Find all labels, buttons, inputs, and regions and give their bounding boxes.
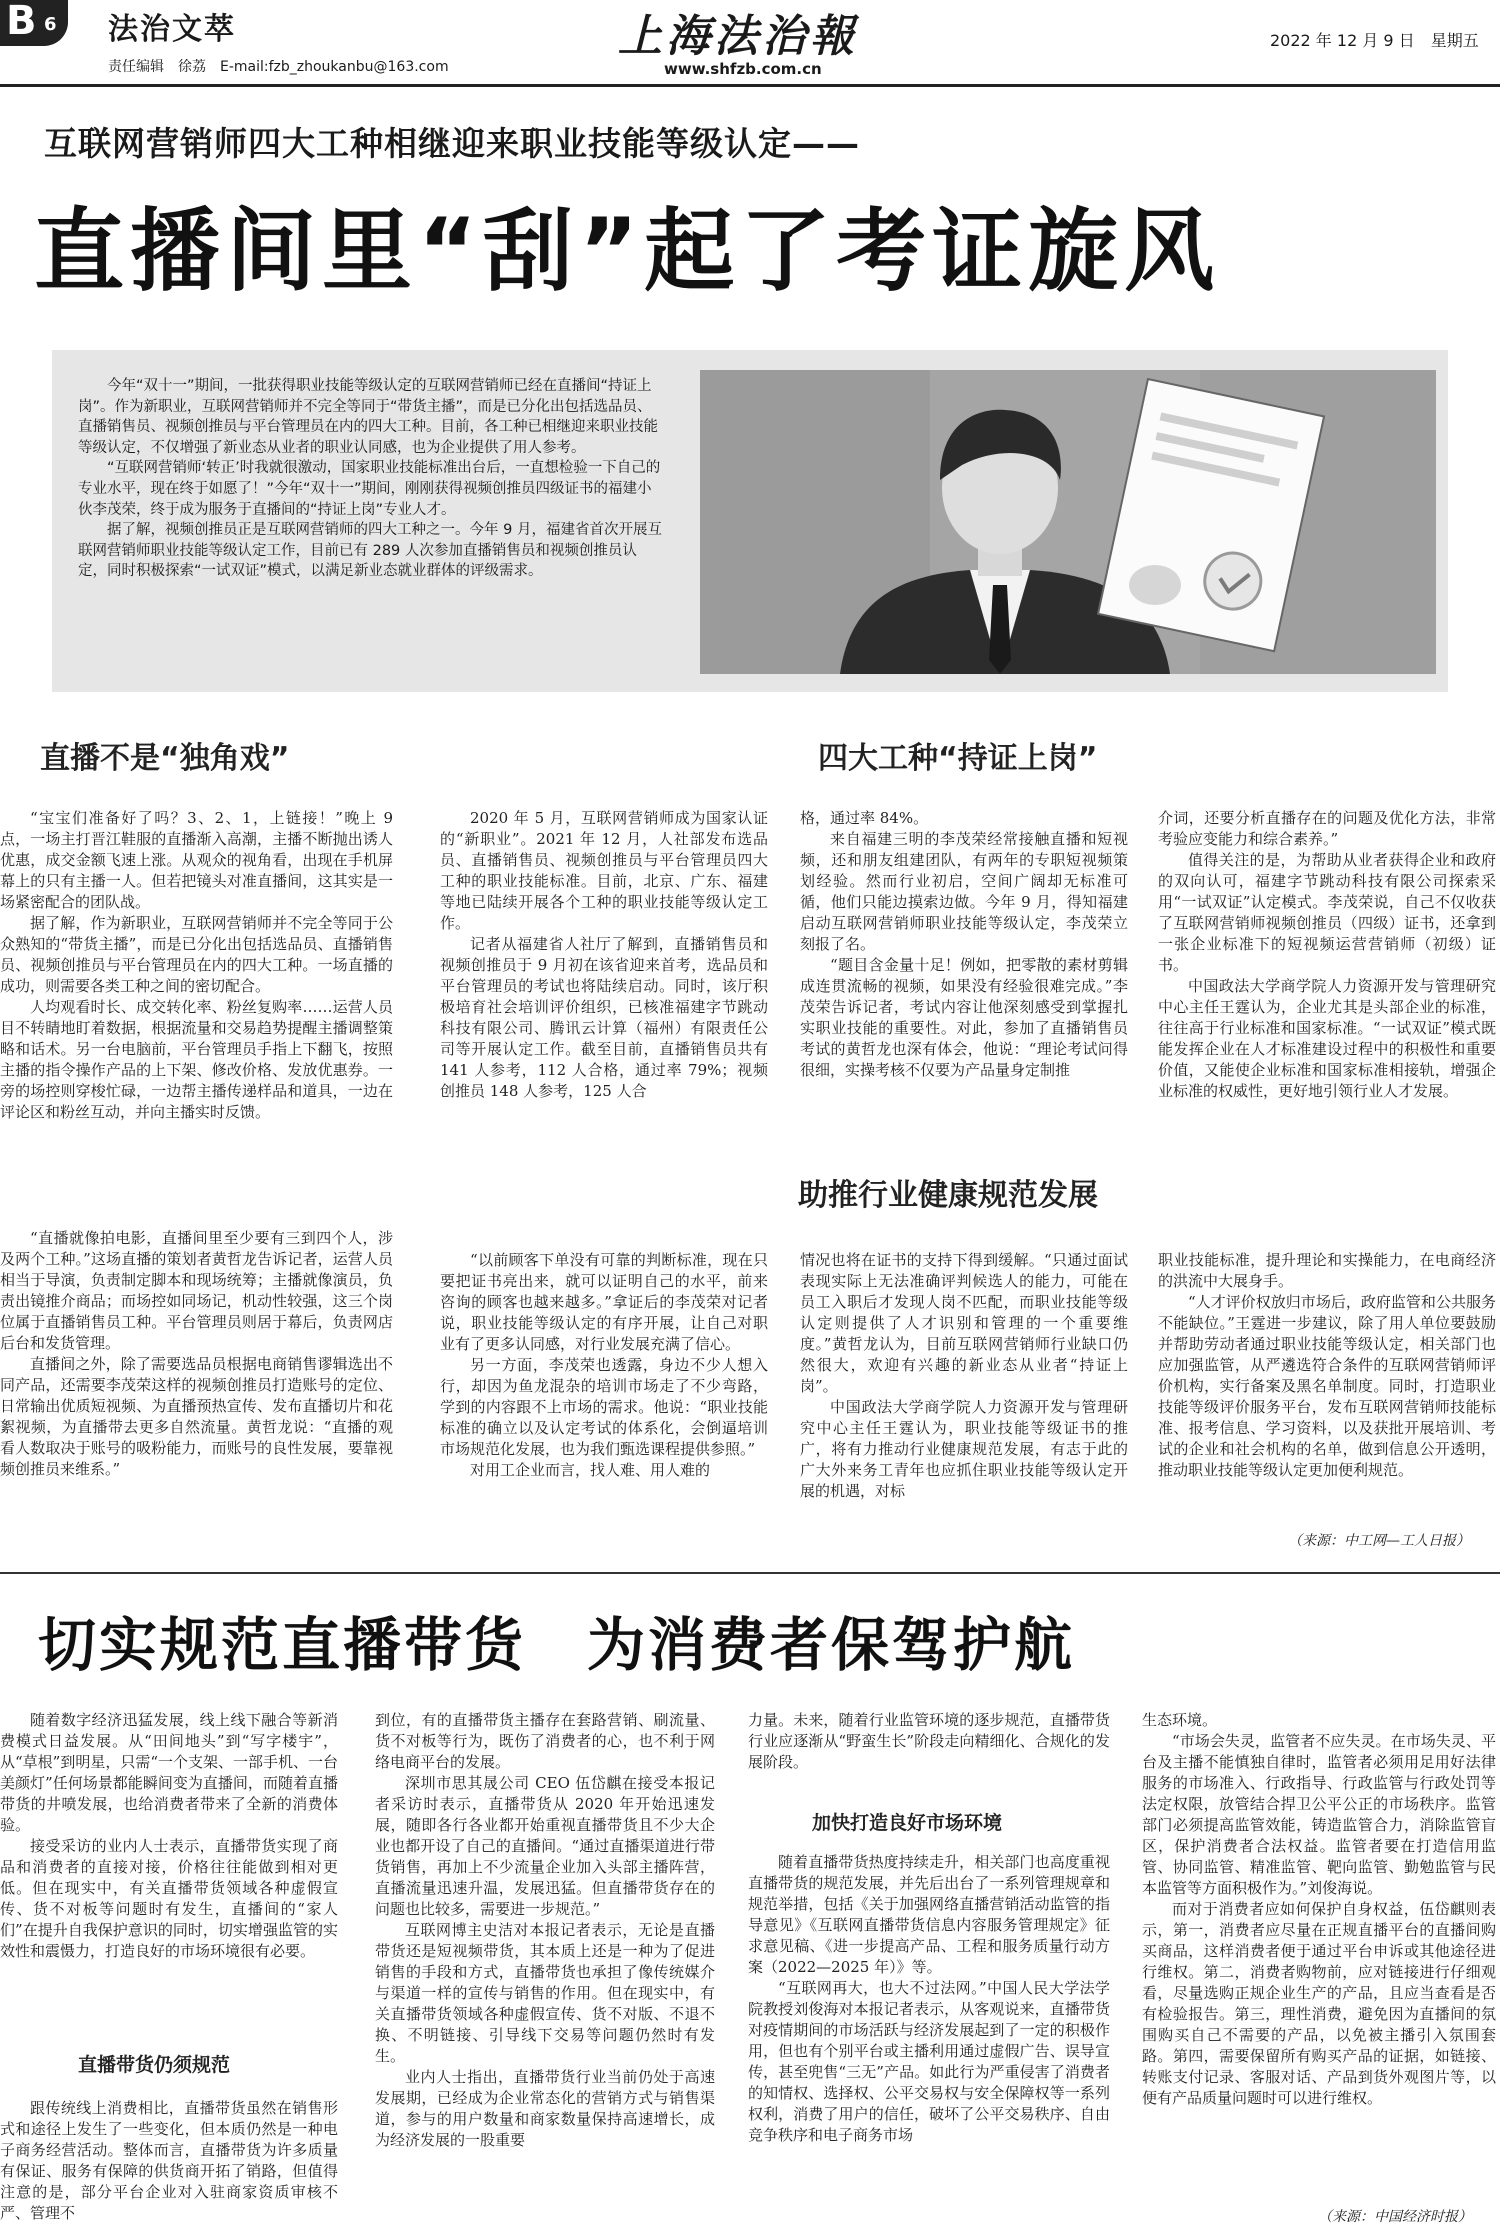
editor-line: 责任编辑 徐荔 E-mail:fzb_zhoukanbu@163.com <box>108 59 449 75</box>
paragraph: 生态环境。 <box>1142 1711 1218 1729</box>
page-letter: B <box>6 0 37 44</box>
article-divider <box>0 1572 1500 1574</box>
article1-subhead-2: 四大工种“持证上岗” <box>818 741 1098 776</box>
lead-paragraph: 今年“双十一”期间，一批获得职业技能等级认定的互联网营销师已经在直播间“持证上岗”。作为新职业，互联网营销师并不完全等同于“带货主播”，而是已分化出包括选品员、直播销售员、视频创推员与平台管理员在内的四大工种。目前，各工种已相继迎来职业技能等级认定，不仅增强了新业态从业者的职业认同感，也为企业提供了用人参考。 <box>78 378 658 456</box>
article2-subhead-1: 直播带货仍须规范 <box>78 2054 231 2076</box>
paragraph: “宝宝们准备好了吗？3、2、1，上链接！”晚上 9 点，一场主打晋江鞋服的直播渐入高潮，主播不断抛出诱人优惠，成交金额飞速上涨。从观众的视角看，出现在手机屏幕上的只有主播一人。但若把镜头对准直播间，这其实是一场紧密配合的团队战。 <box>0 809 393 911</box>
article2-column-3b <box>748 1852 1110 2146</box>
section-name: 法治文萃 <box>108 12 236 47</box>
paragraph: 力量。未来，随着行业监管环境的逐步规范，直播带货行业应逐渐从“野蛮生长”阶段走向精细化、合规化的发展阶段。 <box>748 1711 1110 1771</box>
article1-headline: 直播间里“刮”起了考证旋风 <box>34 199 1221 304</box>
article2-column-3a <box>748 1710 1110 1773</box>
article2-headline: 切实规范直播带货 为消费者保驾护航 <box>38 1611 1076 1679</box>
paragraph: 情况也将在证书的支持下得到缓解。“只通过面试表现实际上无法准确评判候选人的能力，可能在员工入职后才发现人岗不匹配，而职业技能等级认定则提供了人才识别和管理的一个重要维度。”黄哲龙认为，目前互联网营销师行业缺口仍然很大，欢迎有兴趣的新业态从业者“持证上岗”。 <box>800 1251 1128 1395</box>
paragraph: 直播间之外，除了需要选品员根据电商销售谬辑选出不同产品，还需要李茂荣这样的视频创推员打造账号的定位、日常输出优质短视频、为直播预热宣传、发布直播切片和花絮视频，为直播带去更多自然流量。黄哲龙说：“直播的观看人数取决于账号的吸粉能力，而账号的良性发展，要靠视频创推员来维系。” <box>0 1355 393 1478</box>
article1-kicker: 互联网营销师四大工种相继迎来职业技能等级认定—— <box>44 124 860 163</box>
article2-column-2 <box>375 1710 715 2151</box>
paragraph: 另一方面，李茂荣也透露，身边不少人想入行，却因为鱼龙混杂的培训市场走了不少弯路，学到的内容跟不上市场的需求。他说：“职业技能标准的确立以及认定考试的体系化，会倒逼培训市场规范化发展，也为我们甄选课程提供参照。” <box>440 1356 768 1458</box>
article1-column-1b <box>0 1228 393 1480</box>
paragraph: “互联网再大，也大不过法网。”中国人民大学法学院教授刘俊海对本报记者表示，从客观说来，直播带货对疫情期间的市场活跃与经济发展起到了一定的积极作用，但也有个别平台或主播利用通过虚假广告、误导宣传，甚至兜售“三无”产品。如此行为严重侵害了消费者的知情权、选择权、公平交易权与安全保障权等一系列权利，消费了用户的信任，破坏了公平交易秩序、自由竞争秩序和电子商务市场 <box>748 1979 1110 2144</box>
paragraph: 接受采访的业内人士表示，直播带货实现了商品和消费者的直接对接，价格往往能做到相对更低。但在现实中，有关直播带货领域各种虚假宣传、货不对板等问题时有发生，直播间的“家人们”在提升自我保护意识的同时，切实增强监管的实效性和震慑力，打造良好的市场环境很有必要。 <box>0 1837 338 1960</box>
article1-column-4a <box>1158 808 1496 1102</box>
page-number-badge <box>0 0 68 46</box>
lead-paragraph: 据了解，视频创推员正是互联网营销师的四大工种之一。今年 9 月，福建省首次开展互联网营销师职业技能等级认定工作，目前已有 289 人次参加直播销售员和视频创推员认定，同时积极探索“一试双证”模式，以满足新业态就业群体的评级需求。 <box>78 522 662 580</box>
lead-paragraph: “互联网营销师‘转正’时我就很激动，国家职业技能标准出台后，一直想检验一下自己的专业水平，现在终于如愿了！”今年“双十一”期间，刚刚获得视频创推员四级证书的福建小伙李茂荣，终于成为服务于直播间的“持证上岗”专业人才。 <box>78 460 661 518</box>
paragraph: 记者从福建省人社厅了解到，直播销售员和视频创推员于 9 月初在该省迎来首考，选品员和平台管理员的考试也将陆续启动。同时，该厅积极培育社会培训评价组织，已核准福建字节跳动科技有限公司、腾讯云计算（福州）有限责任公司等开展认定工作。截至目前，直播销售员共有 141 人参考，112 人合格，通过率 79%；视频创推员 148 人参考，125 人合 <box>440 935 768 1100</box>
paragraph: 介词，还要分析直播存在的问题及优化方法，非常考验应变能力和综合素养。” <box>1158 809 1496 848</box>
issue-date: 2022 年 12 月 9 日 星期五 <box>1270 31 1479 50</box>
paragraph: 互联网博主史洁对本报记者表示，无论是直播带货还是短视频带货，其本质上还是一种为了促进销售的手段和方式，直播带货也承担了像传统媒介与渠道一样的宣传与销售的作用。但在现实中，有关直播带货领域各种虚假宣传、货不对版、不退不换、不明链接、引导线下交易等问题仍然时有发生。 <box>375 1921 715 2065</box>
lead-text <box>78 376 663 582</box>
paragraph: 跟传统线上消费相比，直播带货虽然在销售形式和途径上发生了一些变化，但本质仍然是一种电子商务经营活动。整体而言，直播带货为许多质量有保证、服务有保障的供货商开拓了销路，但值得注意的是，部分平台企业对入驻商家资质审核不严、管理不 <box>0 2099 338 2222</box>
article2-column-4 <box>1142 1710 1496 2109</box>
paragraph: 随着直播带货热度持续走升，相关部门也高度重视直播带货的规范发展，并先后出台了一系列管理规章和规范举措，包括《关于加强网络直播营销活动监管的指导意见》《互联网直播带货信息内容服务管理规定》征求意见稿、《进一步提高产品、工程和服务质量行动方案（2022—2025 年）》等。 <box>748 1853 1110 1976</box>
paragraph: 值得关注的是，为帮助从业者获得企业和政府的双向认可，福建字节跳动科技有限公司探索采用“一试双证”认定模式。李茂荣说，自己不仅收获了互联网营销师视频创推员（四级）证书，还拿到一张企业标准下的短视频运营营销师（初级）证书。 <box>1158 851 1496 974</box>
paragraph: “市场会失灵，监管者不应失灵。在市场失灵、平台及主播不能慎独自律时，监管者必须用足用好法律服务的市场准入、行政指导、行政监管与行政处罚等法定权限，放管结合捍卫公平公正的市场秩序。监管部门必须提高监管效能，铸造监管合力，消除监管盲区，保护消费者合法权益。监管者要在打造信用监管、协同监管、精准监管、靶向监管、勤勉监管与民本监管等方面积极作为。”刘俊海说。 <box>1142 1732 1496 1897</box>
article2-subhead-2: 加快打造良好市场环境 <box>812 1812 1003 1834</box>
paragraph: 据了解，作为新职业，互联网营销师并不完全等同于公众熟知的“带货主播”，而是已分化出包括选品员、直播销售员、视频创推员与平台管理员在内的四大工种。一场直播的成功，则需要各类工种之间的密切配合。 <box>0 914 393 995</box>
paragraph: 对用工企业而言，找人难、用人难的 <box>470 1461 711 1479</box>
article1-column-3b <box>800 1250 1128 1502</box>
paragraph: “人才评价权放归市场后，政府监管和公共服务不能缺位。”王霆进一步建议，除了用人单位要鼓励并帮助劳动者通过职业技能等级认定，相关部门也应加强监管，从严遴选符合条件的互联网营销师评价机构，实行备案及黑名单制度。同时，打造职业技能等级评价服务平台，发布互联网营销师技能标准、报考信息、学习资料，以及获批开展培训、考试的企业和社会机构的名单，做到信息公开透明，推动职业技能等级认定更加便利规范。 <box>1158 1293 1496 1479</box>
paragraph: 到位，有的直播带货主播存在套路营销、刷流量、货不对板等行为，既伤了消费者的心，也不利于网络电商平台的发展。 <box>375 1711 715 1771</box>
person-holding-certificate-icon <box>700 370 1436 674</box>
certificate-illustration <box>700 370 1436 674</box>
paragraph: 中国政法大学商学院人力资源开发与管理研究中心主任王霆认为，职业技能等级证书的推广，将有力推动行业健康规范发展，有志于此的广大外来务工青年也应抓住职业技能等级认定开展的机遇，对标 <box>800 1398 1128 1500</box>
article2-column-1a <box>0 1710 338 1962</box>
article1-column-2b <box>440 1250 768 1481</box>
paragraph: “题目含金量十足！例如，把零散的素材剪辑成连贯流畅的视频，如果没有经验很难完成。”李茂荣告诉记者，考试内容让他深刻感受到掌握扎实职业技能的重要性。对此，参加了直播销售员考试的黄哲龙也深有体会，他说：“理论考试问得很细，实操考核不仅要为产品量身定制推 <box>800 956 1128 1079</box>
header-rule <box>0 84 1500 87</box>
paragraph: 人均观看时长、成交转化率、粉丝复购率……运营人员目不转睛地盯着数据，根据流量和交易趋势提醒主播调整策略和话术。另一台电脑前，平台管理员手指上下翻飞，按照主播的指令操作产品的上下架、修改价格、发放优惠券。一旁的场控则穿梭忙碌，一边帮主播传递样品和道具，一边在评论区和粉丝互动，并向主播实时反馈。 <box>0 998 393 1121</box>
paragraph: 中国政法大学商学院人力资源开发与管理研究中心主任王霆认为，企业尤其是头部企业的标准，往往高于行业标准和国家标准。“一试双证”模式既能发挥企业在人才标准建设过程中的积极性和重要价值，又能使企业标准和国家标准相接轨，增强企业标准的权威性，更好地引领行业人才发展。 <box>1158 977 1496 1100</box>
paragraph: 业内人士指出，直播带货行业当前仍处于高速发展期，已经成为企业常态化的营销方式与销售渠道，参与的用户数量和商家数量保持高速增长，成为经济发展的一股重要 <box>375 2068 715 2149</box>
paragraph: 随着数字经济迅猛发展，线上线下融合等新消费模式日益发展。从“田间地头”到“写字楼宇”，从“草根”到明星，只需“一个支架、一部手机、一台美颜灯”任何场景都能瞬间变为直播间，而随着直播带货的井喷发展，也给消费者带来了全新的消费体验。 <box>0 1711 339 1834</box>
article1-subhead-3: 助推行业健康规范发展 <box>798 1178 1098 1213</box>
page-number: 6 <box>44 14 57 35</box>
article1-column-2a <box>440 808 768 1102</box>
paragraph: 职业技能标准，提升理论和实操能力，在电商经济的洪流中大展身手。 <box>1158 1251 1496 1290</box>
article1-subhead-1: 直播不是“独角戏” <box>40 741 290 776</box>
article1-column-3a <box>800 808 1128 1081</box>
article2-column-1b <box>0 2098 338 2224</box>
website-link[interactable]: www.shfzb.com.cn <box>664 60 822 78</box>
paragraph: 2020 年 5 月，互联网营销师成为国家认证的“新职业”。2021 年 12 月，人社部发布选品员、直播销售员、视频创推员与平台管理员四大工种的职业技能标准。目前，北京、广东、福建等地已陆续开展各个工种的职业技能等级认定工作。 <box>440 809 768 932</box>
paragraph: “直播就像拍电影，直播间里至少要有三到四个人，涉及两个工种。”这场直播的策划者黄哲龙告诉记者，运营人员相当于导演，负责制定脚本和现场统筹；主播就像演员，负责出镜推介商品；而场控如同场记，机动性较强，这三个岗位属于直播销售员工种。平台管理员则居于幕后，负责网店后台和发货管理。 <box>0 1229 393 1352</box>
article1-column-4b <box>1158 1250 1496 1481</box>
article1-column-1a <box>0 808 393 1123</box>
article2-source: （来源：中国经济时报） <box>1318 2209 1472 2225</box>
article1-source: （来源：中工网—工人日报） <box>1288 1533 1470 1549</box>
paragraph: 而对于消费者应如何保护自身权益，伍岱麒则表示，第一，消费者应尽量在正规直播平台的直播间购买商品，这样消费者便于通过平台申诉或其他途径进行维权。第二，消费者购物前，应对链接进行仔细观看，尽量选购正规企业生产的产品，且应当查看是否有检验报告。第三，理性消费，避免因为直播间的氛围购买自己不需要的产品，以免被主播引入氛围套路。第四，需要保留所有购买产品的证据，如链接、转账支付记录、客服对话、产品到货外观图片等，以便有产品质量问题时可以进行维权。 <box>1142 1900 1496 2107</box>
paragraph: 深圳市思其晟公司 CEO 伍岱麒在接受本报记者采访时表示，直播带货从 2020 年开始迅速发展，随即各行各业都开始重视直播带货且不少大企业也都开设了自己的直播间。“通过直播渠道进行带货销售，再加上不少流量企业加入头部主播阵营，直播流量迅速升温，发展迅猛。但直播带货存在的问题也比较多，需要进一步规范。” <box>375 1774 715 1918</box>
paragraph: “以前顾客下单没有可靠的判断标准，现在只要把证书亮出来，就可以证明自己的水平，前来咨询的顾客也越来越多。”拿证后的李茂荣对记者说，职业技能等级认定的有序开展，让自己对职业有了更多认同感，对行业发展充满了信心。 <box>440 1251 768 1353</box>
paragraph: 来自福建三明的李茂荣经常接触直播和短视频，还和朋友组建团队，有两年的专职短视频策划经验。然而行业初启，空间广阔却无标准可循，他们只能边摸索边做。今年 9 月，得知福建启动互联网营销师职业技能等级认定，李茂荣立刻报了名。 <box>800 830 1128 953</box>
paragraph: 格，通过率 84%。 <box>800 809 929 827</box>
newspaper-masthead: 上海法治報 <box>618 11 858 62</box>
